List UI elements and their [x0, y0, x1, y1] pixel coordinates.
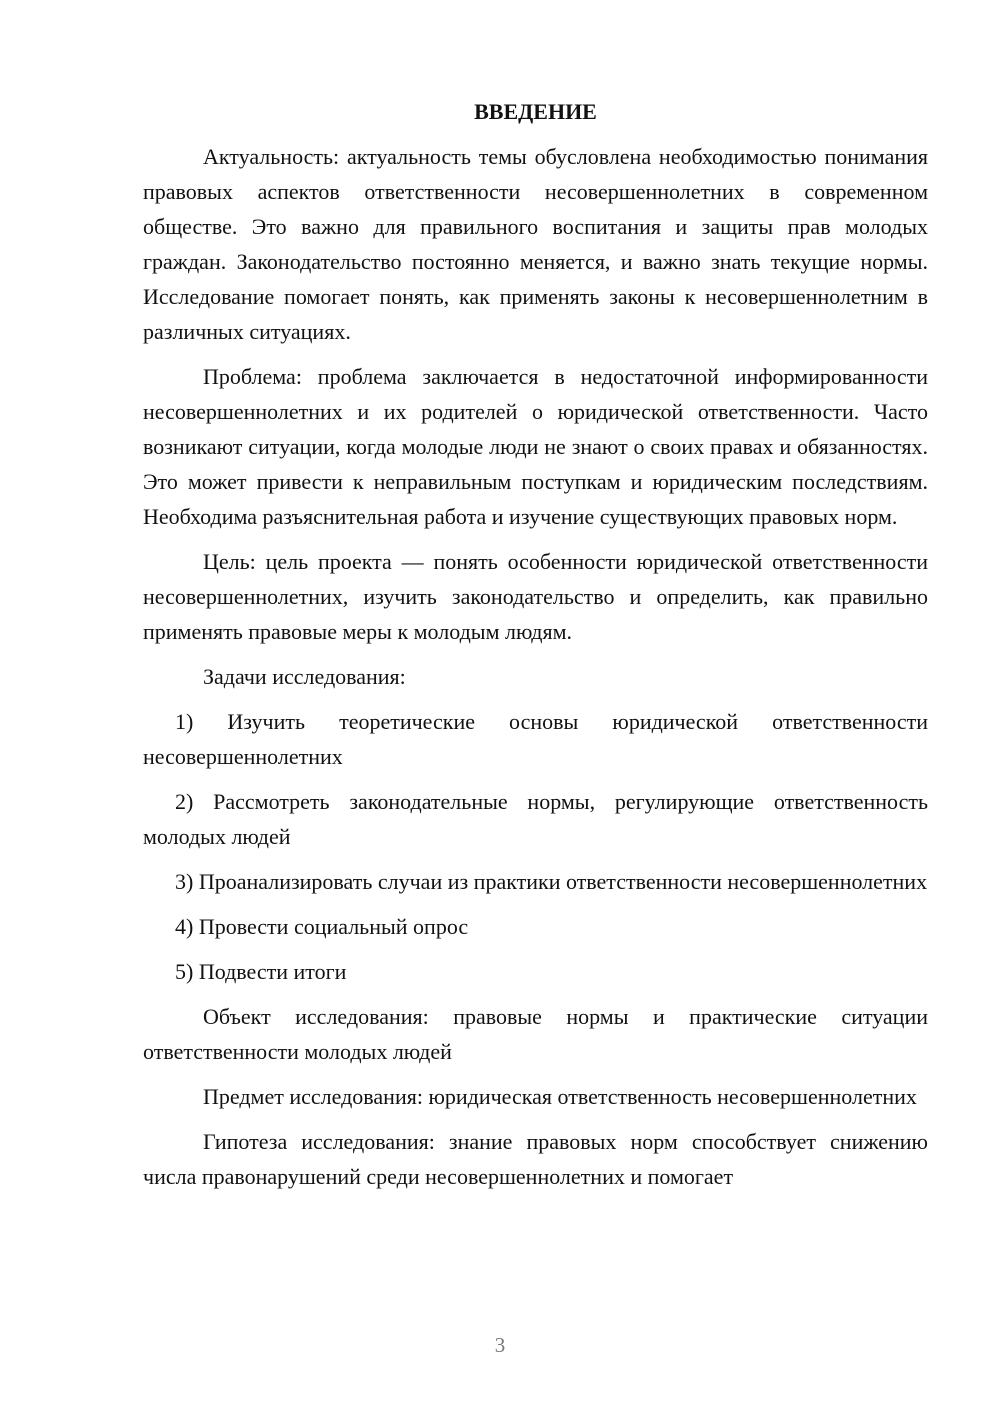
document-page	[143, 94, 928, 1204]
paragraph-relevance: Актуальность: актуальность темы обусловлена необходимостью понимания правовых аспектов ответственности несовершеннолетних в современном обществе. Это важно для правильного воспитания и защиты прав молодых граждан. Законодательство постоянно меняется, и важно знать текущие нормы. Исследование помогает понять, как применять законы к несовершеннолетним в различных ситуациях.	[143, 144, 928, 344]
section-title: ВВЕДЕНИЕ	[474, 99, 597, 124]
task-item-1: 1) Изучить теоретические основы юридической ответственности несовершеннолетних	[143, 709, 928, 769]
task-item-5: 5) Подвести итоги	[175, 959, 347, 984]
paragraph-goal: Цель: цель проекта — понять особенности юридической ответственности несовершеннолетних, изучить законодательство и определить, как правильно применять правовые меры к молодым людям.	[143, 549, 928, 644]
page-number: 3	[494, 1333, 506, 1357]
paragraph-object: Объект исследования: правовые нормы и практические ситуации ответственности молодых людей	[143, 1004, 928, 1064]
task-item-3: 3) Проанализировать случаи из практики ответственности несовершеннолетних	[175, 869, 928, 894]
task-item-2: 2) Рассмотреть законодательные нормы, регулирующие ответственность молодых людей	[143, 789, 928, 849]
paragraph-hypothesis: Гипотеза исследования: знание правовых норм способствует снижению числа правонарушений среди несовершеннолетних и помогает	[143, 1129, 928, 1189]
paragraph-subject: Предмет исследования: юридическая ответственность несовершеннолетних	[203, 1084, 917, 1109]
tasks-heading: Задачи исследования:	[203, 664, 406, 689]
paragraph-problem: Проблема: проблема заключается в недостаточной информированности несовершеннолетних и их родителей о юридической ответственности. Часто возникают ситуации, когда молодые люди не знают о своих правах и обязанностях. Это может привести к неправильным поступкам и юридическим последствиям. Необходима разъяснительная работа и изучение существующих правовых норм.	[143, 364, 928, 529]
task-item-4: 4) Провести социальный опрос	[175, 914, 469, 939]
